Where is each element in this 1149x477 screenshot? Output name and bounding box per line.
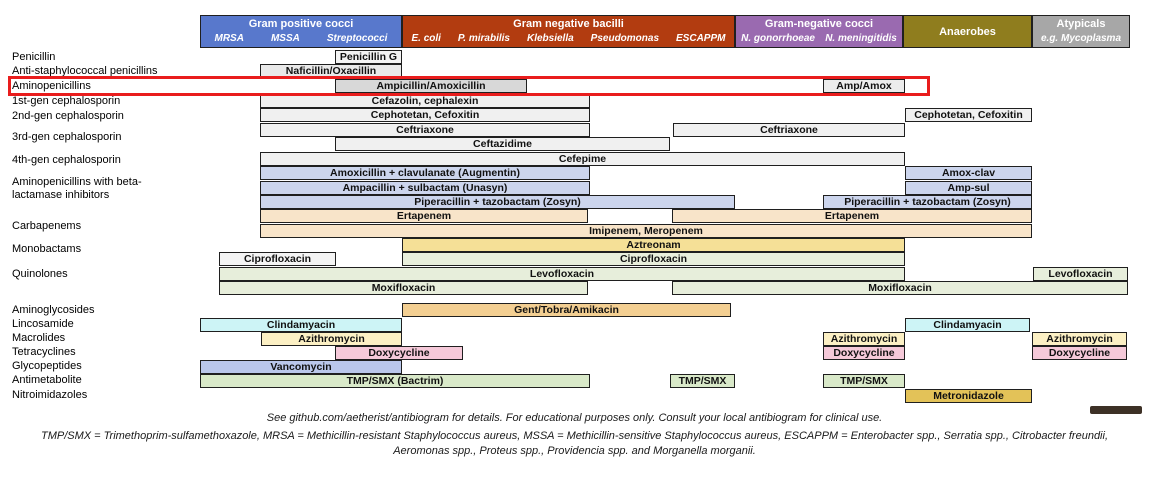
drug-bar: Clindamyacin [905, 318, 1030, 332]
antibiotic-class-label: Monobactams [12, 243, 82, 255]
drug-bar: TMP/SMX [823, 374, 905, 388]
antibiotic-class-label: Aminoglycosides [12, 304, 95, 316]
organism-label: MRSA [214, 33, 244, 44]
organism-label: N. gonorrhoeae [741, 33, 815, 44]
organism-label: Streptococci [326, 33, 388, 44]
drug-bar: Penicillin G [335, 50, 402, 64]
drug-bar: Cephotetan, Cefoxitin [905, 108, 1032, 122]
organism-label: MSSA [270, 33, 300, 44]
antibiotic-class-label: Aminopenicillins with beta- [12, 176, 142, 188]
organism-group-title: Anaerobes [939, 25, 996, 38]
drug-bar: Azithromycin [261, 332, 402, 346]
antibiotic-class-label: Anti-staphylococcal penicillins [12, 65, 158, 77]
antibiotic-class-label: 2nd-gen cephalosporin [12, 110, 124, 122]
drug-bar: Cefepime [260, 152, 905, 166]
drug-bar: Moxifloxacin [672, 281, 1128, 295]
antibiotic-class-label: Quinolones [12, 268, 68, 280]
drug-bar: Piperacillin + tazobactam (Zosyn) [260, 195, 735, 209]
drug-bar: Metronidazole [905, 389, 1032, 403]
drug-bar: Ertapenem [260, 209, 588, 223]
drug-bar: TMP/SMX [670, 374, 735, 388]
drug-bar: Amp-sul [905, 181, 1032, 195]
footer-abbreviations [0, 429, 1149, 458]
drug-bar: Doxycycline [335, 346, 463, 360]
organism-label: Klebsiella [526, 33, 574, 44]
drug-bar: Clindamyacin [200, 318, 402, 332]
antibiotic-class-label: Macrolides [12, 332, 66, 344]
organism-group-title: Gram-negative cocci [764, 18, 874, 30]
drug-bar: Amox-clav [905, 166, 1032, 180]
antibiotic-class-label: Penicillin [12, 51, 56, 63]
organism-group-header [1032, 15, 1130, 48]
drug-bar: Doxycycline [823, 346, 905, 360]
antibiotic-class-label: 3rd-gen cephalosporin [12, 131, 122, 143]
organism-label: E. coli [411, 33, 441, 44]
drug-bar: TMP/SMX (Bactrim) [200, 374, 590, 388]
drug-bar: Ciprofloxacin [219, 252, 336, 266]
organism-label: N. meningitidis [825, 33, 897, 44]
antibiotic-class-label: Glycopeptides [12, 360, 82, 372]
antibiotic-class-label: Antimetabolite [12, 374, 82, 386]
drug-bar: Vancomycin [200, 360, 402, 374]
drug-bar: Ampicillin/Amoxicillin [335, 79, 527, 93]
drug-bar: Ceftriaxone [673, 123, 905, 137]
drug-bar: Levofloxacin [1033, 267, 1128, 281]
organism-sublabel-row [736, 32, 902, 46]
organism-group-title: Gram positive cocci [248, 18, 354, 30]
drug-bar: Aztreonam [402, 238, 905, 252]
drug-bar: Levofloxacin [219, 267, 905, 281]
antibiotic-class-label: Carbapenems [12, 220, 82, 232]
organism-group-title: Atypicals [1056, 18, 1106, 30]
drug-bar: Azithromycin [1032, 332, 1127, 346]
drug-bar: Ertapenem [672, 209, 1032, 223]
organism-group-header [402, 15, 735, 48]
organism-group-header [735, 15, 903, 48]
organism-label: e.g. Mycoplasma [1040, 33, 1122, 44]
antibiotic-class-label: Tetracyclines [12, 346, 76, 358]
drug-bar: Doxycycline [1032, 346, 1127, 360]
organism-group-title: Gram negative bacilli [513, 18, 624, 30]
drug-bar: Azithromycin [823, 332, 905, 346]
drug-bar: Ciprofloxacin [402, 252, 905, 266]
drug-bar: Ceftazidime [335, 137, 670, 151]
antibiotic-class-label: Aminopenicillins [12, 80, 91, 92]
drug-bar: Imipenem, Meropenem [260, 224, 1032, 238]
red-highlight-box [8, 76, 930, 96]
drug-bar: Moxifloxacin [219, 281, 588, 295]
drug-bar: Amoxicillin + clavulanate (Augmentin) [260, 166, 590, 180]
organism-label: Pseudomonas [590, 33, 660, 44]
footer-abbreviations-text: TMP/SMX = Trimethoprim-sulfamethoxazole, MRSA = Methicillin-resistant Staphylococcus aureus, MSSA = Methicillin-sensitive Staphylococcus aureus, ESCAPPM = Enterobacter spp., Serratia spp., Citrobacter freundii, Aeromonas spp., Proteus spp., Providencia spp. and Morganella morganii. [40, 430, 1109, 457]
drug-bar: Amp/Amox [823, 79, 905, 93]
drug-bar: Ampacillin + sulbactam (Unasyn) [260, 181, 590, 195]
organism-sublabel-row [403, 32, 734, 46]
drug-bar: Piperacillin + tazobactam (Zosyn) [823, 195, 1032, 209]
dark-artifact [1090, 406, 1142, 414]
organism-label: P. mirabilis [457, 33, 510, 44]
antibiotic-class-label: lactamase inhibitors [12, 189, 110, 201]
organism-sublabel-row [201, 32, 401, 46]
drug-bar: Cephotetan, Cefoxitin [260, 108, 590, 122]
antibiotic-class-label: 1st-gen cephalosporin [12, 95, 121, 107]
organism-sublabel-row [1033, 32, 1129, 46]
footer-disclaimer: See github.com/aetherist/antibiogram for details. For educational purposes only. Consult your local antibiogram for clinical use. [266, 412, 883, 424]
antibiotic-class-label: 4th-gen cephalosporin [12, 154, 121, 166]
drug-bar: Naficillin/Oxacillin [260, 64, 402, 78]
organism-group-header [200, 15, 402, 48]
antibiotic-class-label: Lincosamide [12, 318, 74, 330]
drug-bar: Cefazolin, cephalexin [260, 94, 590, 108]
antibiotic-class-label: Nitroimidazoles [12, 389, 88, 401]
drug-bar: Ceftriaxone [260, 123, 590, 137]
drug-bar: Gent/Tobra/Amikacin [402, 303, 731, 317]
organism-label: ESCAPPM [676, 33, 726, 44]
organism-group-header [903, 15, 1032, 48]
